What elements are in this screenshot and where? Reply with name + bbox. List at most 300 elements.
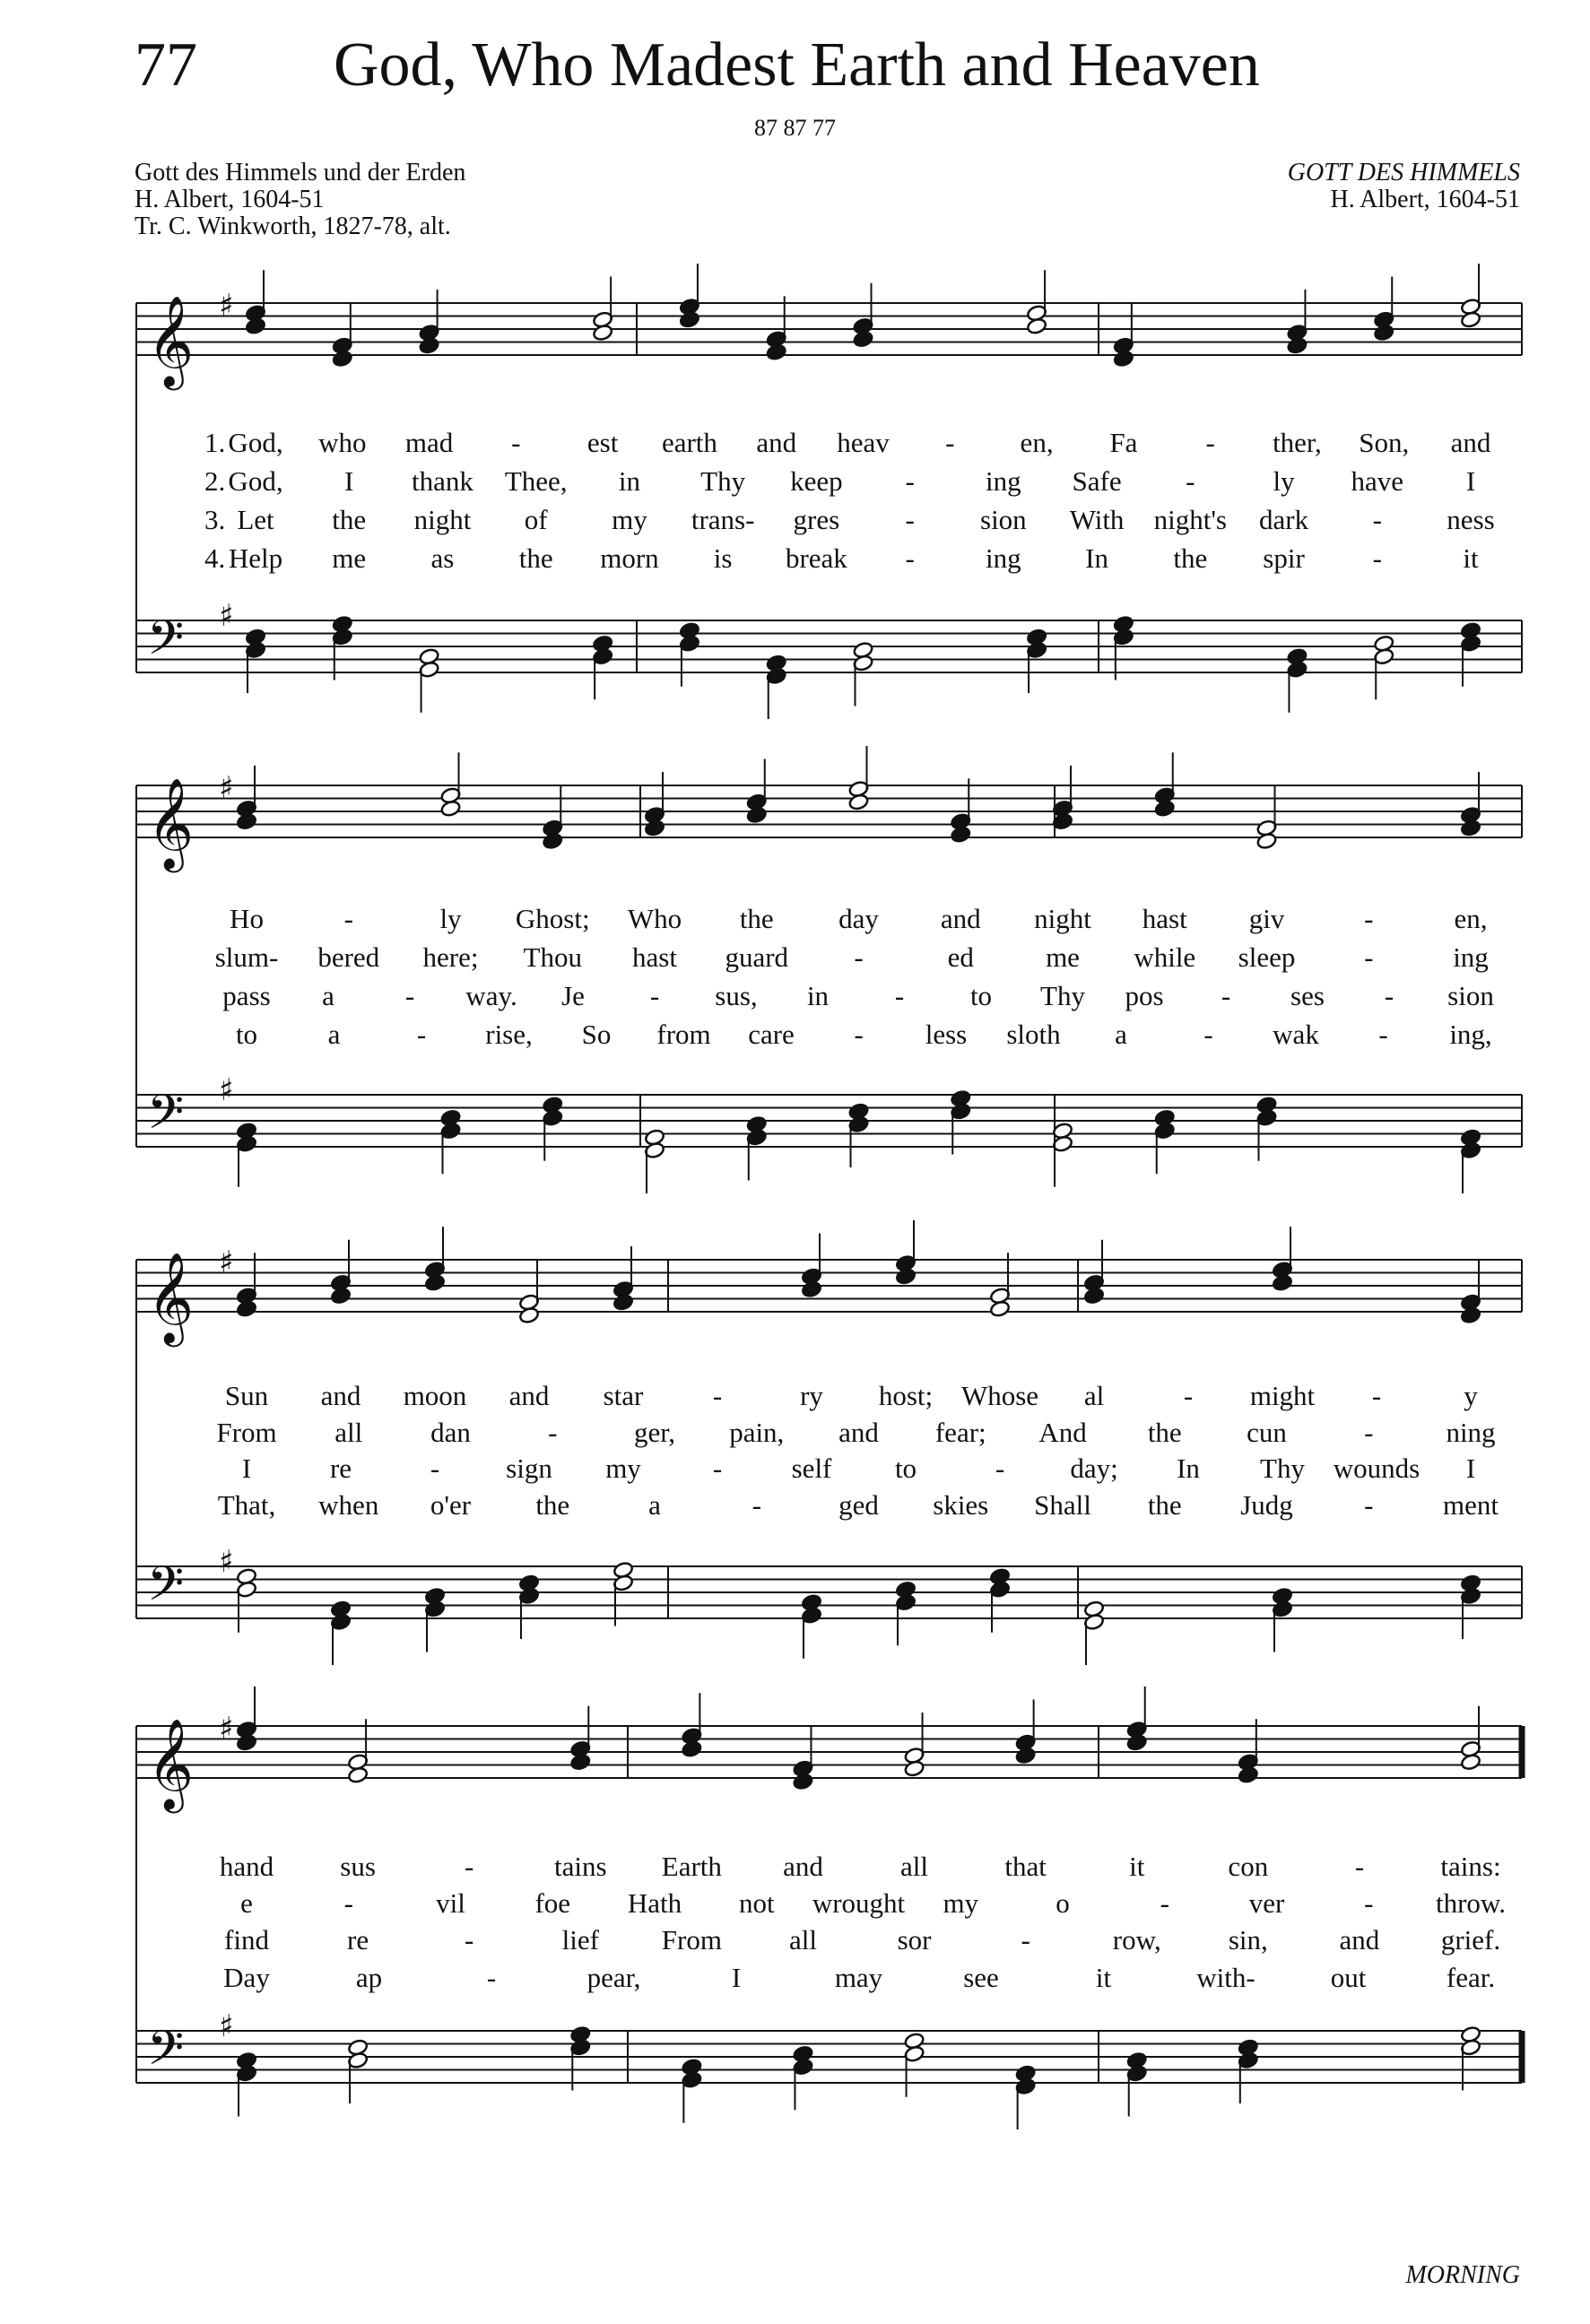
verse-number: 2. bbox=[204, 465, 226, 497]
note-head bbox=[801, 1280, 822, 1298]
lyric-syllable: my bbox=[612, 504, 647, 535]
lyric-syllable: fear; bbox=[934, 1417, 986, 1448]
lyric-syllable: - bbox=[1354, 1851, 1365, 1882]
lyric-syllable: Safe bbox=[1072, 465, 1122, 497]
lyric-syllable: as bbox=[430, 542, 455, 574]
lyric-syllable: - bbox=[945, 427, 955, 458]
lyric-syllable: That, bbox=[217, 1489, 276, 1521]
lyric-syllable: tains: bbox=[1440, 1851, 1501, 1882]
lyric-syllable: Who bbox=[627, 903, 682, 934]
key-signature-sharp-icon: ♯ bbox=[219, 598, 234, 634]
lyric-syllable: care bbox=[748, 1019, 795, 1050]
lyric-syllable: the bbox=[535, 1489, 570, 1521]
lyric-syllable: Son, bbox=[1359, 427, 1410, 458]
lyric-syllable: ly bbox=[439, 903, 462, 934]
lyric-syllable: grief. bbox=[1440, 1924, 1501, 1955]
note-head bbox=[236, 1300, 257, 1318]
lyric-syllable: thank bbox=[412, 465, 474, 497]
lyric-syllable: - bbox=[854, 1019, 864, 1050]
lyric-syllable: hast bbox=[632, 941, 677, 973]
lyric-syllable: moon bbox=[403, 1380, 467, 1411]
tune-name: GOTT DES HIMMELS bbox=[1287, 159, 1520, 186]
note-head bbox=[1256, 832, 1278, 850]
lyric-line bbox=[0, 544, 1590, 580]
lyric-syllable: - bbox=[343, 1887, 353, 1919]
lyric-syllable: - bbox=[1364, 941, 1374, 973]
lyric-line bbox=[0, 1454, 1590, 1490]
lyric-syllable: less bbox=[925, 1019, 968, 1050]
key-signature-sharp-icon: ♯ bbox=[219, 1072, 234, 1108]
lyric-syllable: - bbox=[430, 1452, 440, 1484]
lyric-syllable: - bbox=[1364, 903, 1374, 934]
lyric-syllable: - bbox=[1364, 1489, 1374, 1521]
note-head bbox=[1287, 337, 1308, 355]
lyric-syllable: star bbox=[603, 1380, 644, 1411]
note-head bbox=[330, 1287, 352, 1305]
lyric-syllable: God, bbox=[228, 465, 283, 497]
note-head bbox=[1113, 350, 1134, 368]
key-signature-sharp-icon: ♯ bbox=[219, 1244, 234, 1280]
lyric-syllable: when bbox=[318, 1489, 379, 1521]
key-signature-sharp-icon: ♯ bbox=[219, 1544, 234, 1580]
lyric-syllable: From bbox=[661, 1924, 722, 1955]
lyric-syllable: from bbox=[656, 1019, 711, 1050]
lyric-syllable: Sun bbox=[224, 1380, 269, 1411]
note-head bbox=[989, 1300, 1011, 1318]
lyric-syllable: ing bbox=[986, 542, 1021, 574]
lyric-syllable: and bbox=[1450, 427, 1491, 458]
lyric-syllable: to bbox=[894, 1452, 917, 1484]
lyric-syllable: re bbox=[329, 1452, 352, 1484]
lyric-syllable: sloth bbox=[1006, 1019, 1061, 1050]
note-head bbox=[1272, 1274, 1293, 1292]
treble-clef-icon: 𝄞 bbox=[147, 1251, 195, 1343]
lyric-syllable: skies bbox=[933, 1489, 989, 1521]
lyric-syllable: mad bbox=[404, 427, 454, 458]
lyric-line bbox=[0, 1382, 1590, 1418]
lyric-syllable: - bbox=[1364, 1417, 1374, 1448]
lyric-syllable: all bbox=[335, 1417, 363, 1448]
bass-staff bbox=[136, 2008, 1522, 2088]
lyric-syllable: - bbox=[1384, 980, 1395, 1011]
note-head bbox=[542, 832, 563, 850]
lyric-syllable: a bbox=[1115, 1019, 1127, 1050]
lyric-syllable: ap bbox=[355, 1962, 383, 1993]
note-head bbox=[347, 1766, 369, 1784]
lyric-line bbox=[0, 1852, 1590, 1888]
note-head bbox=[1238, 1766, 1259, 1784]
lyric-syllable: way. bbox=[465, 980, 517, 1011]
lyric-syllable: Whose bbox=[960, 1380, 1039, 1411]
lyric-syllable: the bbox=[332, 504, 367, 535]
lyric-syllable: I bbox=[344, 465, 354, 497]
lyric-syllable: From bbox=[216, 1417, 277, 1448]
lyric-syllable: ment bbox=[1443, 1489, 1499, 1521]
lyric-syllable: est bbox=[586, 427, 619, 458]
lyric-syllable: all bbox=[788, 1924, 817, 1955]
lyric-syllable: night bbox=[413, 504, 472, 535]
note-head bbox=[1026, 317, 1047, 335]
verse-number: 4. bbox=[204, 542, 226, 574]
lyric-syllable: Thy bbox=[1260, 1452, 1305, 1484]
lyric-syllable: is bbox=[713, 542, 733, 574]
bass-clef-icon: 𝄢 bbox=[147, 1085, 185, 1152]
lyric-line bbox=[0, 1926, 1590, 1962]
lyric-syllable: guard bbox=[725, 941, 789, 973]
lyric-syllable: o'er bbox=[430, 1489, 472, 1521]
lyric-syllable: giv bbox=[1248, 903, 1285, 934]
verse-number: 1. bbox=[204, 427, 226, 458]
lyric-line bbox=[0, 1418, 1590, 1454]
note-head bbox=[950, 826, 971, 844]
lyric-syllable: y bbox=[1464, 1380, 1478, 1411]
lyric-syllable: dan bbox=[430, 1417, 471, 1448]
lyric-syllable: In bbox=[1085, 542, 1108, 574]
note-head bbox=[1083, 1287, 1105, 1305]
lyric-syllable: may bbox=[834, 1962, 883, 1993]
text-credit-author: H. Albert, 1604-51 bbox=[135, 186, 325, 213]
lyric-syllable: ver bbox=[1248, 1887, 1285, 1919]
lyric-syllable: me bbox=[1046, 941, 1080, 973]
note-head bbox=[1460, 311, 1481, 329]
note-head bbox=[245, 317, 266, 335]
lyric-syllable: night bbox=[1034, 903, 1091, 934]
lyric-syllable: have bbox=[1351, 465, 1404, 497]
lyric-syllable: with- bbox=[1196, 1962, 1255, 1993]
lyric-syllable: Thy bbox=[1040, 980, 1085, 1011]
lyric-syllable: cun bbox=[1247, 1417, 1287, 1448]
note-head bbox=[592, 324, 613, 342]
lyric-syllable: throw. bbox=[1435, 1887, 1507, 1919]
bass-clef-icon: 𝄢 bbox=[147, 611, 185, 678]
note-head bbox=[644, 819, 665, 837]
note-head bbox=[682, 1740, 703, 1758]
lyric-syllable: that bbox=[1004, 1851, 1047, 1882]
lyric-syllable: host; bbox=[878, 1380, 934, 1411]
tune-credit: H. Albert, 1604-51 bbox=[1330, 186, 1520, 213]
lyric-syllable: the bbox=[739, 903, 774, 934]
lyric-syllable: ged bbox=[838, 1489, 879, 1521]
lyric-syllable: I bbox=[241, 1452, 252, 1484]
text-credit-original: Gott des Himmels und der Erden bbox=[135, 159, 466, 186]
lyric-syllable: - bbox=[1203, 1019, 1213, 1050]
lyric-syllable: it bbox=[1129, 1851, 1145, 1882]
lyric-syllable: - bbox=[905, 504, 915, 535]
lyric-syllable: - bbox=[416, 1019, 427, 1050]
lyric-syllable: vil bbox=[436, 1887, 465, 1919]
lyric-syllable: fear. bbox=[1446, 1962, 1496, 1993]
lyric-syllable: trans- bbox=[691, 504, 755, 535]
note-head bbox=[848, 793, 870, 811]
lyric-syllable: it bbox=[1095, 1962, 1112, 1993]
lyric-syllable: my bbox=[943, 1887, 979, 1919]
verse-number: 3. bbox=[204, 504, 226, 535]
lyric-syllable: wrought bbox=[812, 1887, 906, 1919]
note-head bbox=[1015, 1747, 1037, 1765]
lyric-syllable: Je bbox=[561, 980, 585, 1011]
lyric-syllable: spir bbox=[1263, 542, 1305, 574]
lyric-syllable: - bbox=[1372, 542, 1382, 574]
lyric-syllable: ry bbox=[800, 1380, 823, 1411]
lyric-syllable: heav bbox=[837, 427, 890, 458]
lyric-syllable: en, bbox=[1454, 903, 1488, 934]
lyric-syllable: a bbox=[648, 1489, 661, 1521]
text-credit-translator: Tr. C. Winkworth, 1827-78, alt. bbox=[135, 212, 451, 240]
lyric-syllable: - bbox=[752, 1489, 761, 1521]
lyric-syllable: I bbox=[1465, 465, 1476, 497]
lyric-syllable: in bbox=[806, 980, 830, 1011]
lyric-syllable: sus, bbox=[715, 980, 758, 1011]
note-head bbox=[1126, 1734, 1148, 1752]
lyric-syllable: a bbox=[322, 980, 335, 1011]
lyric-syllable: to bbox=[235, 1019, 258, 1050]
lyric-syllable: Ghost; bbox=[515, 903, 590, 934]
lyric-syllable: - bbox=[404, 980, 415, 1011]
lyric-syllable: - bbox=[712, 1452, 723, 1484]
lyric-syllable: the bbox=[1147, 1417, 1182, 1448]
lyric-syllable: con bbox=[1228, 1851, 1269, 1882]
lyric-syllable: sor bbox=[897, 1924, 932, 1955]
lyric-syllable: - bbox=[1371, 1380, 1382, 1411]
key-signature-sharp-icon: ♯ bbox=[219, 770, 234, 806]
lyric-syllable: re bbox=[347, 1924, 369, 1955]
note-head bbox=[766, 343, 787, 361]
note-head bbox=[236, 812, 257, 830]
lyric-syllable: Fa bbox=[1109, 427, 1138, 458]
note-head bbox=[518, 1306, 540, 1324]
note-head bbox=[1154, 800, 1176, 818]
treble-clef-icon: 𝄞 bbox=[147, 1717, 195, 1809]
lyric-syllable: and bbox=[838, 1417, 879, 1448]
lyric-syllable: ger, bbox=[633, 1417, 676, 1448]
lyric-syllable: - bbox=[894, 980, 905, 1011]
lyric-line bbox=[0, 1491, 1590, 1527]
lyric-syllable: and bbox=[508, 1380, 550, 1411]
lyric-syllable: pear, bbox=[586, 1962, 641, 1993]
note-head bbox=[1460, 819, 1481, 837]
lyric-syllable: sus bbox=[340, 1851, 376, 1882]
lyric-syllable: - bbox=[548, 1417, 558, 1448]
note-head bbox=[679, 311, 700, 329]
lyric-syllable: who bbox=[318, 427, 367, 458]
lyric-syllable: the bbox=[1147, 1489, 1182, 1521]
lyric-syllable: - bbox=[486, 1962, 497, 1993]
treble-staff bbox=[136, 1711, 1522, 1814]
lyric-syllable: sign bbox=[506, 1452, 552, 1484]
lyric-syllable: night's bbox=[1153, 504, 1227, 535]
lyric-syllable: out bbox=[1330, 1962, 1367, 1993]
lyric-syllable: - bbox=[905, 542, 915, 574]
note-head bbox=[419, 337, 440, 355]
lyric-line bbox=[0, 982, 1590, 1018]
lyric-syllable: me bbox=[332, 542, 367, 574]
lyric-syllable: - bbox=[905, 465, 915, 497]
note-head bbox=[793, 1773, 814, 1791]
lyric-line bbox=[0, 467, 1590, 503]
lyric-syllable: slum- bbox=[214, 941, 279, 973]
lyric-syllable: ning bbox=[1446, 1417, 1496, 1448]
lyric-syllable: - bbox=[465, 1851, 474, 1882]
note-head bbox=[440, 800, 462, 818]
lyric-syllable: to bbox=[969, 980, 993, 1011]
lyric-syllable: bered bbox=[317, 941, 380, 973]
note-head bbox=[895, 1268, 917, 1286]
key-signature-sharp-icon: ♯ bbox=[219, 288, 234, 324]
note-head bbox=[236, 1734, 257, 1752]
lyric-syllable: In bbox=[1177, 1452, 1200, 1484]
lyric-syllable: sin, bbox=[1228, 1924, 1268, 1955]
lyric-syllable: o bbox=[1056, 1887, 1070, 1919]
bass-clef-icon: 𝄢 bbox=[147, 1557, 185, 1624]
lyric-syllable: Earth bbox=[661, 1851, 722, 1882]
lyric-syllable: of bbox=[524, 504, 548, 535]
lyric-syllable: ing, bbox=[1449, 1019, 1492, 1050]
lyric-syllable: all bbox=[900, 1851, 929, 1882]
lyric-syllable: Day bbox=[223, 1962, 270, 1993]
lyric-syllable: - bbox=[1205, 427, 1215, 458]
lyric-line bbox=[0, 429, 1590, 464]
lyric-syllable: morn bbox=[600, 542, 659, 574]
note-head bbox=[853, 330, 874, 348]
lyric-syllable: ness bbox=[1447, 504, 1495, 535]
lyric-syllable: break bbox=[785, 542, 847, 574]
lyric-syllable: Thy bbox=[700, 465, 746, 497]
lyric-syllable: - bbox=[511, 427, 521, 458]
treble-clef-icon: 𝄞 bbox=[147, 294, 195, 386]
lyric-syllable: Thou bbox=[523, 941, 582, 973]
lyric-syllable: my bbox=[605, 1452, 641, 1484]
lyric-syllable: rise, bbox=[485, 1019, 533, 1050]
treble-clef-icon: 𝄞 bbox=[147, 776, 195, 869]
lyric-line bbox=[0, 506, 1590, 542]
lyric-syllable: might bbox=[1249, 1380, 1316, 1411]
lyric-syllable: And bbox=[1038, 1417, 1087, 1448]
lyric-syllable: So bbox=[581, 1019, 612, 1050]
lyric-syllable: and bbox=[756, 427, 797, 458]
lyric-syllable: With bbox=[1069, 504, 1125, 535]
lyric-syllable: Shall bbox=[1034, 1489, 1091, 1521]
lyric-syllable: - bbox=[1221, 980, 1231, 1011]
lyric-syllable: and bbox=[320, 1380, 361, 1411]
lyric-syllable: sleep bbox=[1238, 941, 1296, 973]
lyric-syllable: find bbox=[224, 1924, 269, 1955]
lyric-syllable: ses bbox=[1290, 980, 1325, 1011]
topic-label: MORNING bbox=[1405, 2261, 1520, 2289]
lyric-syllable: wak bbox=[1273, 1019, 1319, 1050]
note-head bbox=[904, 1760, 925, 1778]
lyric-syllable: pos bbox=[1125, 980, 1164, 1011]
lyric-syllable: - bbox=[995, 1452, 1005, 1484]
lyric-syllable: see bbox=[963, 1962, 999, 1993]
lyric-syllable: Help bbox=[228, 542, 283, 574]
lyric-syllable: - bbox=[649, 980, 660, 1011]
lyric-syllable: foe bbox=[534, 1887, 571, 1919]
lyric-line bbox=[0, 1020, 1590, 1056]
lyric-syllable: in bbox=[618, 465, 640, 497]
lyric-syllable: ed bbox=[947, 941, 974, 973]
note-head bbox=[332, 350, 353, 368]
note-head bbox=[1460, 1753, 1481, 1771]
lyric-syllable: ly bbox=[1273, 465, 1295, 497]
lyric-syllable: Hath bbox=[627, 1887, 682, 1919]
lyric-syllable: lief bbox=[561, 1924, 599, 1955]
lyric-syllable: - bbox=[1021, 1924, 1030, 1955]
lyric-syllable: tains bbox=[553, 1851, 607, 1882]
lyric-syllable: en, bbox=[1020, 427, 1054, 458]
lyric-line bbox=[0, 905, 1590, 941]
lyric-syllable: row, bbox=[1112, 1924, 1161, 1955]
lyric-syllable: I bbox=[1465, 1452, 1476, 1484]
lyric-syllable: hast bbox=[1142, 903, 1187, 934]
lyric-syllable: ing bbox=[986, 465, 1021, 497]
note-head bbox=[746, 806, 768, 824]
bass-clef-icon: 𝄢 bbox=[147, 2021, 185, 2088]
lyric-syllable: hand bbox=[219, 1851, 274, 1882]
lyric-syllable: ther, bbox=[1273, 427, 1322, 458]
lyric-syllable: day; bbox=[1070, 1452, 1118, 1484]
lyric-line bbox=[0, 1964, 1590, 1999]
lyric-syllable: ing bbox=[1453, 941, 1489, 973]
lyric-line bbox=[0, 1889, 1590, 1925]
lyric-syllable: sion bbox=[1447, 980, 1494, 1011]
lyric-syllable: not bbox=[738, 1887, 775, 1919]
lyric-syllable: gres bbox=[793, 504, 840, 535]
lyric-syllable: God, bbox=[228, 427, 283, 458]
lyric-syllable: a bbox=[327, 1019, 341, 1050]
lyric-syllable: - bbox=[1183, 1380, 1194, 1411]
lyric-syllable: I bbox=[731, 1962, 742, 1993]
lyric-syllable: pass bbox=[222, 980, 271, 1011]
lyric-syllable: Let bbox=[237, 504, 274, 535]
note-head bbox=[613, 1294, 634, 1312]
lyric-syllable: self bbox=[791, 1452, 832, 1484]
note-head bbox=[1460, 1306, 1481, 1324]
lyric-syllable: the bbox=[1173, 542, 1208, 574]
lyric-syllable: - bbox=[465, 1924, 474, 1955]
lyric-syllable: Judg bbox=[1240, 1489, 1293, 1521]
lyric-syllable: al bbox=[1083, 1380, 1105, 1411]
lyric-syllable: sion bbox=[980, 504, 1027, 535]
note-head bbox=[569, 1753, 591, 1771]
lyric-syllable: Thee, bbox=[504, 465, 568, 497]
lyric-syllable: while bbox=[1134, 941, 1196, 973]
hymn-number: 77 bbox=[135, 30, 197, 100]
key-signature-sharp-icon: ♯ bbox=[219, 1711, 234, 1747]
lyric-line bbox=[0, 943, 1590, 979]
note-head bbox=[1373, 324, 1395, 342]
lyric-syllable: and bbox=[1339, 1924, 1380, 1955]
bass-staff bbox=[136, 1072, 1522, 1152]
lyric-syllable: the bbox=[518, 542, 553, 574]
lyric-syllable: dark bbox=[1258, 504, 1309, 535]
meter: 87 87 77 bbox=[754, 115, 836, 141]
lyric-syllable: - bbox=[1378, 1019, 1388, 1050]
lyric-syllable: it bbox=[1463, 542, 1479, 574]
lyric-syllable: pain, bbox=[729, 1417, 785, 1448]
lyric-syllable: keep bbox=[790, 465, 843, 497]
lyric-syllable: - bbox=[1160, 1887, 1169, 1919]
lyric-syllable: earth bbox=[661, 427, 717, 458]
lyric-syllable: here; bbox=[422, 941, 479, 973]
treble-staff bbox=[136, 770, 1522, 873]
lyric-syllable: - bbox=[343, 903, 353, 934]
lyric-syllable: Ho bbox=[230, 903, 264, 934]
lyric-syllable: day bbox=[838, 903, 879, 934]
lyric-syllable: - bbox=[1372, 504, 1382, 535]
lyric-syllable: wounds bbox=[1333, 1452, 1421, 1484]
hymn-title: God, Who Madest Earth and Heaven bbox=[334, 30, 1260, 100]
note-head bbox=[424, 1274, 446, 1292]
